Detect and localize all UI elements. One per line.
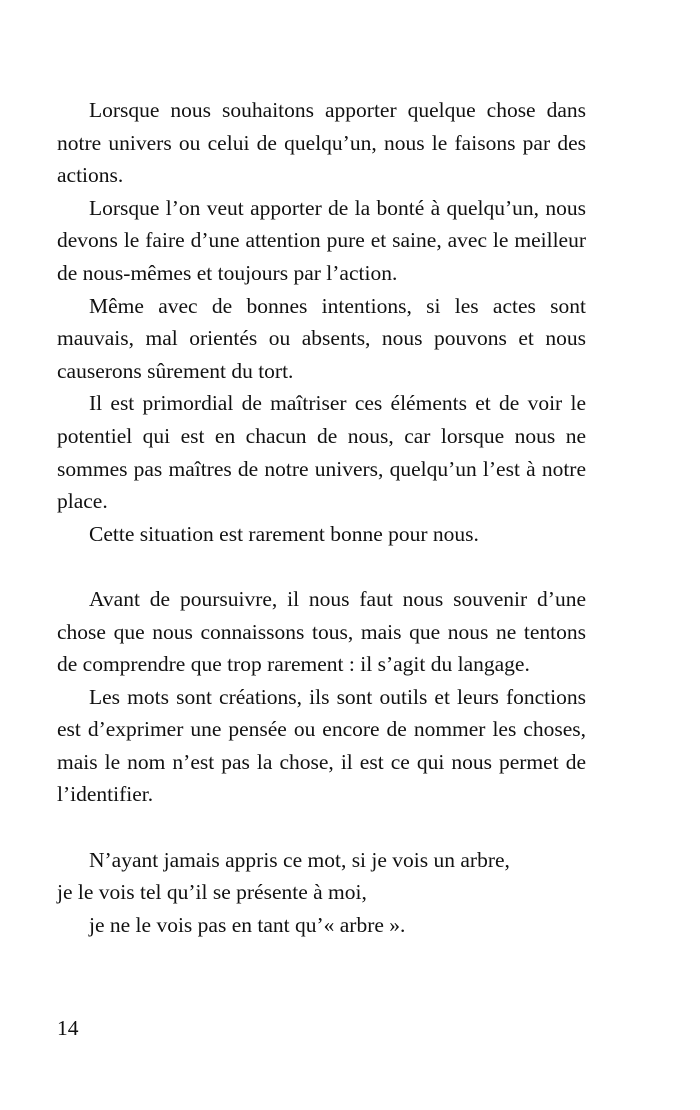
paragraph-7: Les mots sont créations, ils sont outils et leurs fonctions est d’exprimer une pensée ou encore de nommer les choses, mais le nom n’est pas la chose, il est ce qui nous permet de l’identifier. (57, 684, 586, 807)
paragraph-4: Il est primordial de maîtriser ces éléments et de voir le potentiel qui est en chacun de nous, car lorsque nous ne sommes pas maîtres de notre univers, quelqu’un l’est à notre place. (57, 391, 586, 514)
paragraph-10: je ne le vois pas en tant qu’« arbre ». (89, 912, 406, 937)
paragraph-2: Lorsque l’on veut apporter de la bonté à quelqu’un, nous devons le faire d’une attention pure et saine, avec le meilleur de nous-mêmes et toujours par l’action. (57, 195, 586, 285)
paragraph-8: N’ayant jamais appris ce mot, si je vois un arbre, (89, 847, 510, 872)
paragraph-9: je le vois tel qu’il se présente à moi, (57, 880, 367, 905)
paragraph-6: Avant de poursuivre, il nous faut nous souvenir d’une chose que nous connaissons tous, mais que nous ne tentons de comprendre que trop rarement : il s’agit du langage. (57, 586, 586, 677)
paragraph-5: Cette situation est rarement bonne pour nous. (89, 521, 479, 546)
paragraph-1: Lorsque nous souhaitons apporter quelque chose dans notre univers ou celui de quelqu’un, nous le faisons par des actions. (57, 98, 586, 188)
paragraph-3: Même avec de bonnes intentions, si les actes sont mauvais, mal orientés ou absents, nous pouvons et nous causerons sûrement du tort. (57, 293, 586, 383)
page-body (57, 94, 586, 941)
page-number: 14 (57, 1016, 79, 1040)
